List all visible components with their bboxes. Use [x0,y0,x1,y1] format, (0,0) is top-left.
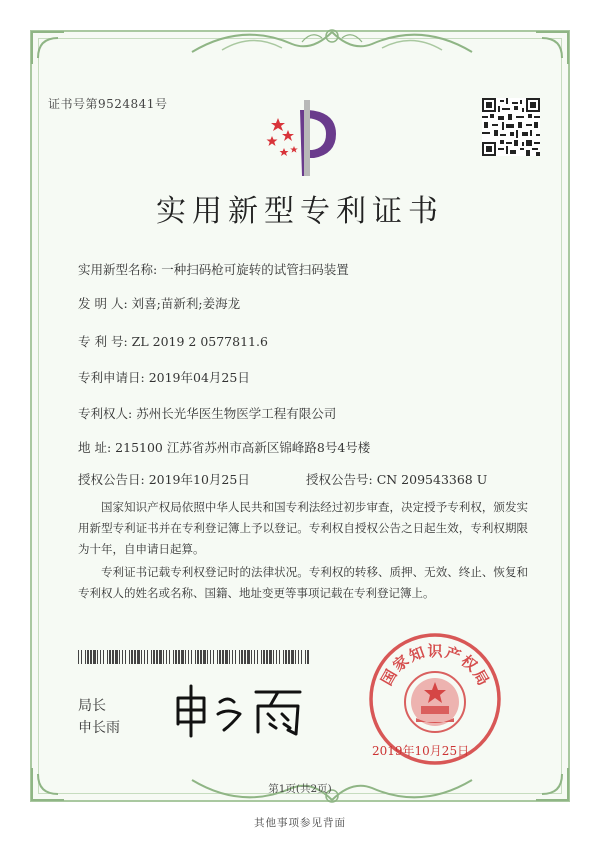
director-title: 局长 [78,698,106,714]
field-value: 2019年04月25日 [148,370,250,385]
body-paragraph-1: 国家知识产权局依照中华人民共和国专利法经过初步审查，决定授予专利权，颁发实用新型专利证书并在专利登记簿上予以登记。专利权自授权公告之日起生效，专利权期限为十年，自申请日起算。 [78,500,528,556]
field-value: 刘喜;苗新利;姜海龙 [131,296,241,311]
field-patent-number [78,332,268,350]
field-value: 2019年10月25日 [148,472,250,487]
seal-char: 产 [442,643,464,666]
field-patentee [78,404,336,422]
seal-char: 识 [427,642,443,660]
field-value: 215100 江苏省苏州市高新区锦峰路8号4号楼 [115,440,371,455]
certificate-number: 证书号第9524841号 [48,97,168,111]
seal-char: 权 [457,651,481,676]
field-value: 一种扫码枪可旋转的试管扫码装置 [161,262,349,277]
qr-code-icon [482,98,540,156]
field-value: CN 209543368 U [376,472,488,487]
seal-date: 2019年10月25日 [372,744,470,758]
corner-ornament-icon [28,28,68,68]
field-label: 发 明 人: [78,296,128,311]
seal-char: 国 [377,666,401,689]
field-inventor [78,294,240,312]
signature-icon [170,680,310,740]
field-label: 地 址: [78,440,112,455]
field-label: 授权公告号: [306,472,373,487]
seal-char: 家 [389,651,413,676]
cnipa-logo-icon [258,90,358,180]
field-address [78,438,370,456]
back-note: 其他事项参见背面 [254,817,346,829]
field-label: 专利申请日: [78,370,145,385]
field-value: ZL 2019 2 0577811.6 [131,334,268,349]
field-value: 苏州长光华医生物医学工程有限公司 [136,406,337,421]
director-name: 申长雨 [78,720,120,736]
barcode-icon [78,650,310,664]
field-grant-number [306,470,487,488]
ornament-top-icon [182,22,482,62]
field-label: 实用新型名称: [78,262,158,277]
field-filing-date [78,368,250,386]
field-grant-date [78,470,250,488]
field-label: 专利权人: [78,406,133,421]
seal-char: 局 [469,666,493,689]
corner-ornament-icon [532,28,572,68]
field-label: 专 利 号: [78,334,128,349]
page-number: 第1页(共2页) [268,783,332,795]
body-paragraph-2: 专利证书记载专利权登记时的法律状况。专利权的转移、质押、无效、终止、恢复和专利权人的姓名或名称、国籍、地址变更等事项记载在专利登记簿上。 [78,565,528,600]
field-label: 授权公告日: [78,472,145,487]
seal-char: 知 [406,643,428,666]
field-utility-model-name [78,260,349,278]
certificate-title: 实用新型专利证书 [156,194,444,229]
